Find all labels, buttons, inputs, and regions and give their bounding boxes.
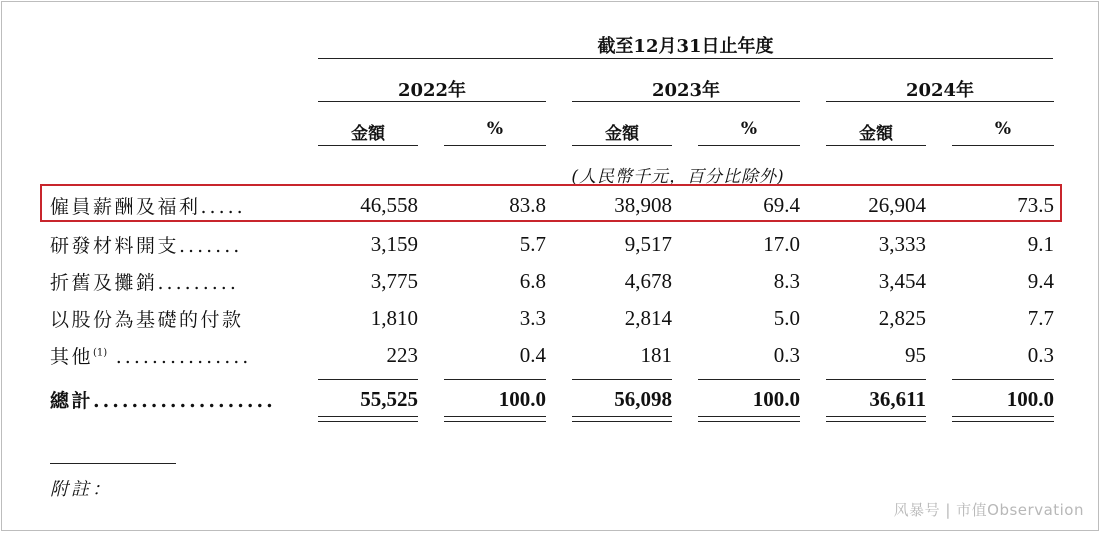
cell: 7.7 [1027,306,1054,330]
cell: 17.0 [763,232,800,256]
total-top-rule [318,379,418,380]
total-cell: 56,098 [614,387,672,411]
sub-rule [952,145,1054,146]
year-2022: 2022年 [397,80,467,101]
cell: 2,814 [624,306,672,330]
total-top-rule [444,379,546,380]
cell: 38,908 [614,193,672,217]
total-double-rule [952,416,1054,422]
sub-rule [826,145,926,146]
sub-rule [572,145,672,146]
footnote-rule [50,463,176,464]
total-double-rule [572,416,672,422]
year-2023: 2023年 [651,80,721,101]
total-cell: 100.0 [498,387,546,411]
cell: 3.3 [519,306,546,330]
total-cell: 100.0 [752,387,800,411]
amount-header-2023: 金額 [605,124,639,144]
cell: 5.7 [519,232,546,256]
total-label: 總計................... [50,390,276,412]
year-rule-2023 [572,101,800,102]
watermark: 风暴号 | 市值Observation [893,501,1084,519]
percent-header-2022: % [486,119,504,139]
total-cell: 100.0 [1006,387,1054,411]
year-2024: 2024年 [905,80,975,101]
cell: 46,558 [360,193,418,217]
amount-header-2022: 金額 [351,124,385,144]
cell: 9,517 [624,232,672,256]
cell: 6.8 [519,269,546,293]
cell: 73.5 [1017,193,1054,217]
year-rule-2024 [826,101,1054,102]
cell: 2,825 [878,306,926,330]
row-label: 以股份為基礎的付款 [50,309,244,331]
row-label: 僱員薪酬及福利..... [50,196,246,218]
total-top-rule [826,379,926,380]
footnote-ref: (1) [93,347,108,359]
period-header: 截至12月31日止年度 [597,36,774,57]
total-cell: 55,525 [360,387,418,411]
period-rule [318,58,1053,59]
cell: 3,159 [370,232,418,256]
total-double-rule [444,416,546,422]
row-label: 其他$^{(1)}$ ............... [50,346,252,368]
percent-header-2023: % [740,119,758,139]
total-cell: 36,611 [869,387,926,411]
total-double-rule [318,416,418,422]
sub-rule [444,145,546,146]
total-top-rule [698,379,800,380]
cell: 8.3 [773,269,800,293]
total-top-rule [572,379,672,380]
sub-rule [698,145,800,146]
cell: 3,775 [370,269,418,293]
unit-note: (人民幣千元，百分比除外) [571,167,785,187]
cell: 4,678 [624,269,672,293]
total-double-rule [826,416,926,422]
cell: 5.0 [773,306,800,330]
cell: 3,333 [878,232,926,256]
footnote-label: 附註： [50,479,113,500]
amount-header-2024: 金額 [859,124,893,144]
cell: 0.3 [1027,343,1054,367]
cell: 223 [386,343,418,367]
cell: 9.1 [1027,232,1054,256]
cell: 3,454 [878,269,926,293]
cell: 0.4 [519,343,546,367]
total-double-rule [698,416,800,422]
cell: 69.4 [763,193,800,217]
cell: 9.4 [1027,269,1054,293]
cell: 83.8 [509,193,546,217]
cell: 26,904 [868,193,926,217]
row-label: 折舊及攤銷......... [50,272,239,294]
total-top-rule [952,379,1054,380]
cell: 0.3 [773,343,800,367]
sub-rule [318,145,418,146]
cell: 181 [640,343,672,367]
percent-header-2024: % [994,119,1012,139]
cell: 1,810 [370,306,418,330]
row-label: 研發材料開支....... [50,235,243,257]
financial-table-page [1,1,1099,531]
year-rule-2022 [318,101,546,102]
cell: 95 [905,343,926,367]
